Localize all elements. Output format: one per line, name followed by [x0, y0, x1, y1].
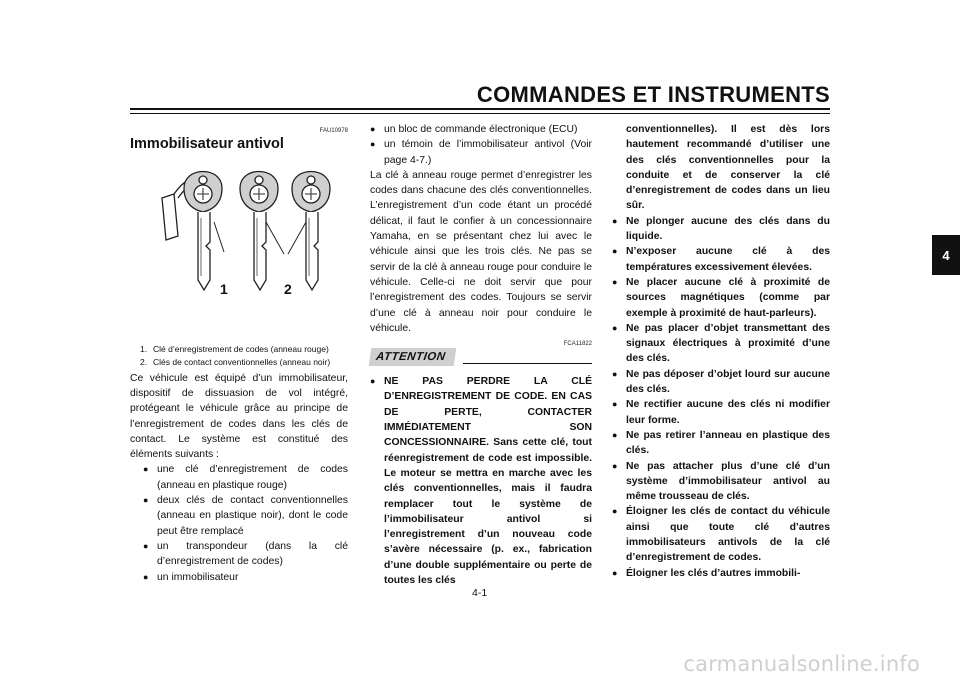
attention-code: FCA11822 [563, 341, 592, 348]
keys-illustration [154, 158, 344, 328]
system-components-list [130, 462, 348, 584]
bullet-icon: ● [370, 139, 376, 150]
list-item: ● deux clés de contact conventionnelles (anneau en plastique noir), dont le code peut être remplacé [130, 493, 348, 539]
callout-line-1 [214, 222, 224, 252]
bullet-icon: ● [612, 506, 618, 517]
bullet-icon: ● [370, 376, 376, 387]
bullet-icon: ● [612, 322, 618, 333]
callout-1: 1 [220, 281, 228, 298]
attention-continued: conventionnelles). Il est dès lors hautement recommandé d’utiliser une des clés conventionnelles pour la conduite et de conserver la clé d’enregistrement de codes dans un lieu sûr. [626, 124, 830, 212]
list-item: ● Ne rectifier aucune des clés ni modifier leur forme. [612, 397, 830, 428]
bullet-icon: ● [612, 567, 618, 578]
column-middle [370, 122, 592, 588]
caption-2: 2. Clés de contact conventionnelles (anneau noir) [140, 356, 331, 367]
list-item: ● Ne placer aucune clé à proximité de sources magnétiques (comme par exemple à proximité de haut-parleurs). [612, 275, 830, 321]
column-left [130, 120, 348, 585]
keys-figure [130, 158, 348, 338]
bullet-icon: ● [143, 495, 149, 506]
list-item: ● un témoin de l’immobilisateur antivol (Voir page 4-7.) [370, 137, 592, 168]
bullet-icon: ● [612, 368, 618, 379]
bullet-icon: ● [143, 540, 149, 551]
attention-badge: ATTENTION [369, 348, 457, 366]
chapter-title: COMMANDES ET INSTRUMENTS [476, 82, 830, 107]
callout-line-2b [288, 222, 306, 254]
key-3 [292, 172, 330, 291]
key-2 [240, 172, 278, 291]
list-item: ● Ne pas placer d’objet transmettant des signaux électriques à proximité d’une des clés. [612, 321, 830, 367]
bullet-icon: ● [370, 124, 376, 134]
list-item: ● NE PAS PERDRE LA CLÉ D’ENREGISTREMENT DE CODE. EN CAS DE PERTE, CONTACTER IMMÉDIATEMENT SON CONCESSIONNAIRE. Sans cette clé, tout réenregistrement de code est impossible. Le moteur se mettra en marche avec les clés conventionnelles, mais il faudra remplacer tout le système de l’immobilisateur antivol si l’enregistrement d’un nouveau code s’avère nécessaire (p. ex., fabrication d’une double supplémentaire ou perte de toutes les clés [370, 374, 592, 588]
list-item: ● N’exposer aucune clé à des températures excessivement élevées. [612, 244, 830, 275]
caption-1: 1. Clé d’enregistrement de codes (anneau rouge) [140, 344, 329, 355]
attention-header [370, 348, 592, 366]
page-number: 4-1 [472, 587, 488, 599]
bullet-icon: ● [612, 399, 618, 410]
bullet-icon: ● [612, 246, 618, 257]
list-item: ● un transpondeur (dans la clé d’enregistrement de codes) [130, 539, 348, 570]
list-item: ● Éloigner les clés d’autres immobili- [612, 566, 830, 581]
figure-captions [130, 344, 348, 366]
bullet-icon: ● [612, 276, 618, 287]
body-paragraph: La clé à anneau rouge permet d’enregistrer les codes dans chacune des clés conventionnelles. L’enregistrement d’un code étant un procédé délicat, il faut le confier à un concessionnaire Yamaha, en se présentant chez lui avec le véhicule ainsi que les trois clés. Ne pas se servir de la clé à anneau rouge pour conduire le véhicule. Celle-ci ne doit servir que pour l’enregistrement des codes. Toujours se servir d’une clé à anneau noir pour conduire le véhicule. [370, 169, 592, 334]
list-item: ● Ne pas attacher plus d’une clé d’un système d’immobilisateur antivol au même trousseau de clés. [612, 459, 830, 505]
list-item: ● Éloigner les clés de contact du véhicule ainsi que toute clé d’autres immobilisateurs antivols de la clé d’enregistrement de codes. [612, 504, 830, 565]
bullet-icon: ● [612, 215, 618, 226]
attention-list [370, 374, 592, 588]
components-list-continued [370, 122, 592, 168]
header-rule-thin [130, 113, 830, 114]
list-item: ● Ne pas déposer d’objet lourd sur aucune des clés. [612, 367, 830, 398]
list-item: ● une clé d’enregistrement de codes (anneau en plastique rouge) [130, 462, 348, 493]
precautions-list [612, 214, 830, 581]
bullet-icon: ● [143, 464, 149, 475]
section-code: FAU10978 [319, 128, 348, 134]
intro-paragraph: Ce véhicule est équipé d’un immobilisateur, dispositif de dissuasion de vol intégré, protégeant le véhicule grâce au principe de l’enregistrement de codes dans les clés de contact. Le système est constitué des éléments suivants : [130, 372, 348, 461]
section-title: Immobilisateur antivol [130, 136, 284, 152]
chapter-tab[interactable]: 4 [932, 235, 960, 275]
callout-line-2a [266, 222, 284, 254]
callout-2: 2 [284, 281, 292, 298]
list-item: ● Ne pas retirer l’anneau en plastique des clés. [612, 428, 830, 459]
bullet-icon: ● [143, 571, 149, 582]
list-item: ● un bloc de commande électronique (ECU) [370, 122, 592, 137]
watermark[interactable]: carmanualsonline.info [683, 652, 920, 676]
attention-rule [463, 363, 592, 364]
list-item: ● Ne plonger aucune des clés dans du liquide. [612, 214, 830, 245]
header-rule [130, 108, 830, 110]
list-item: ● un immobilisateur [130, 570, 348, 585]
bullet-icon: ● [612, 460, 618, 471]
column-right [612, 122, 830, 581]
bullet-icon: ● [612, 429, 618, 440]
key-1 [184, 172, 222, 291]
